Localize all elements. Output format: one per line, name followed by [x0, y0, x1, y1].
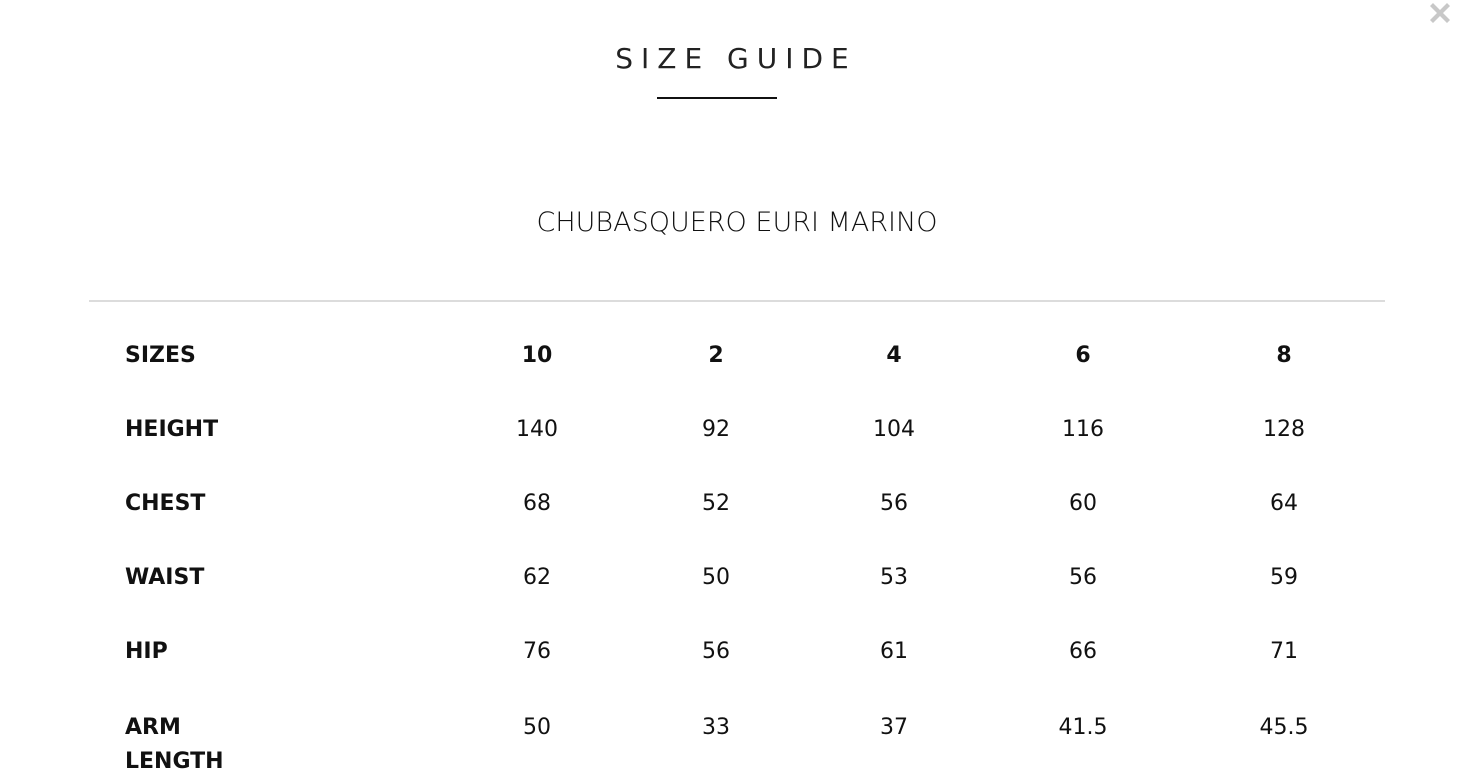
table-cell: 61 — [880, 638, 908, 664]
size-header-cell: 8 — [1276, 342, 1292, 368]
table-cell: 76 — [523, 638, 551, 664]
table-cell: 68 — [523, 490, 551, 516]
table-cell: 45.5 — [1259, 715, 1309, 740]
table-cell: 104 — [873, 416, 915, 442]
table-cell: 116 — [1062, 416, 1104, 442]
close-button[interactable] — [1426, 1, 1454, 29]
table-cell: 50 — [523, 715, 551, 740]
row-label — [89, 688, 447, 784]
table-row-height — [89, 392, 1385, 466]
row-label: HIP — [125, 638, 168, 664]
modal-title: SIZE GUIDE — [615, 42, 857, 75]
table-cell: 50 — [702, 564, 730, 590]
table-row-waist — [89, 540, 1385, 614]
table-cell: 56 — [1069, 564, 1097, 590]
table-row-hip — [89, 614, 1385, 688]
table-cell: 64 — [1270, 490, 1298, 516]
table-cell: 59 — [1270, 564, 1298, 590]
product-name: CHUBASQUERO EURI MARINO — [536, 207, 938, 238]
table-cell: 62 — [523, 564, 551, 590]
size-table — [89, 318, 1385, 784]
table-cell: 56 — [702, 638, 730, 664]
title-underline — [657, 97, 777, 99]
table-cell: 53 — [880, 564, 908, 590]
table-cell: 140 — [516, 416, 558, 442]
row-label: WAIST — [125, 564, 205, 590]
table-cell: 128 — [1263, 416, 1305, 442]
table-cell: 41.5 — [1058, 715, 1108, 740]
size-header-cell: 10 — [521, 342, 553, 368]
table-cell: 52 — [702, 490, 730, 516]
sizes-header-label: SIZES — [125, 342, 196, 368]
row-label-text: ARM LENGTH — [125, 715, 224, 774]
table-divider — [89, 300, 1385, 302]
size-header-cell: 6 — [1075, 342, 1091, 368]
table-row-arm-length — [89, 688, 1385, 784]
size-header-cell: 4 — [886, 342, 902, 368]
table-cell: 92 — [702, 416, 730, 442]
table-cell: 60 — [1069, 490, 1097, 516]
table-cell: 37 — [880, 715, 908, 740]
table-cell: 66 — [1069, 638, 1097, 664]
table-header-row — [89, 318, 1385, 392]
table-cell: 56 — [880, 490, 908, 516]
size-header-cell: 2 — [708, 342, 724, 368]
close-icon[interactable] — [1428, 1, 1452, 29]
table-cell: 71 — [1270, 638, 1298, 664]
table-cell: 33 — [702, 715, 730, 740]
table-row-chest — [89, 466, 1385, 540]
row-label: HEIGHT — [125, 416, 219, 442]
row-label: CHEST — [125, 490, 206, 516]
